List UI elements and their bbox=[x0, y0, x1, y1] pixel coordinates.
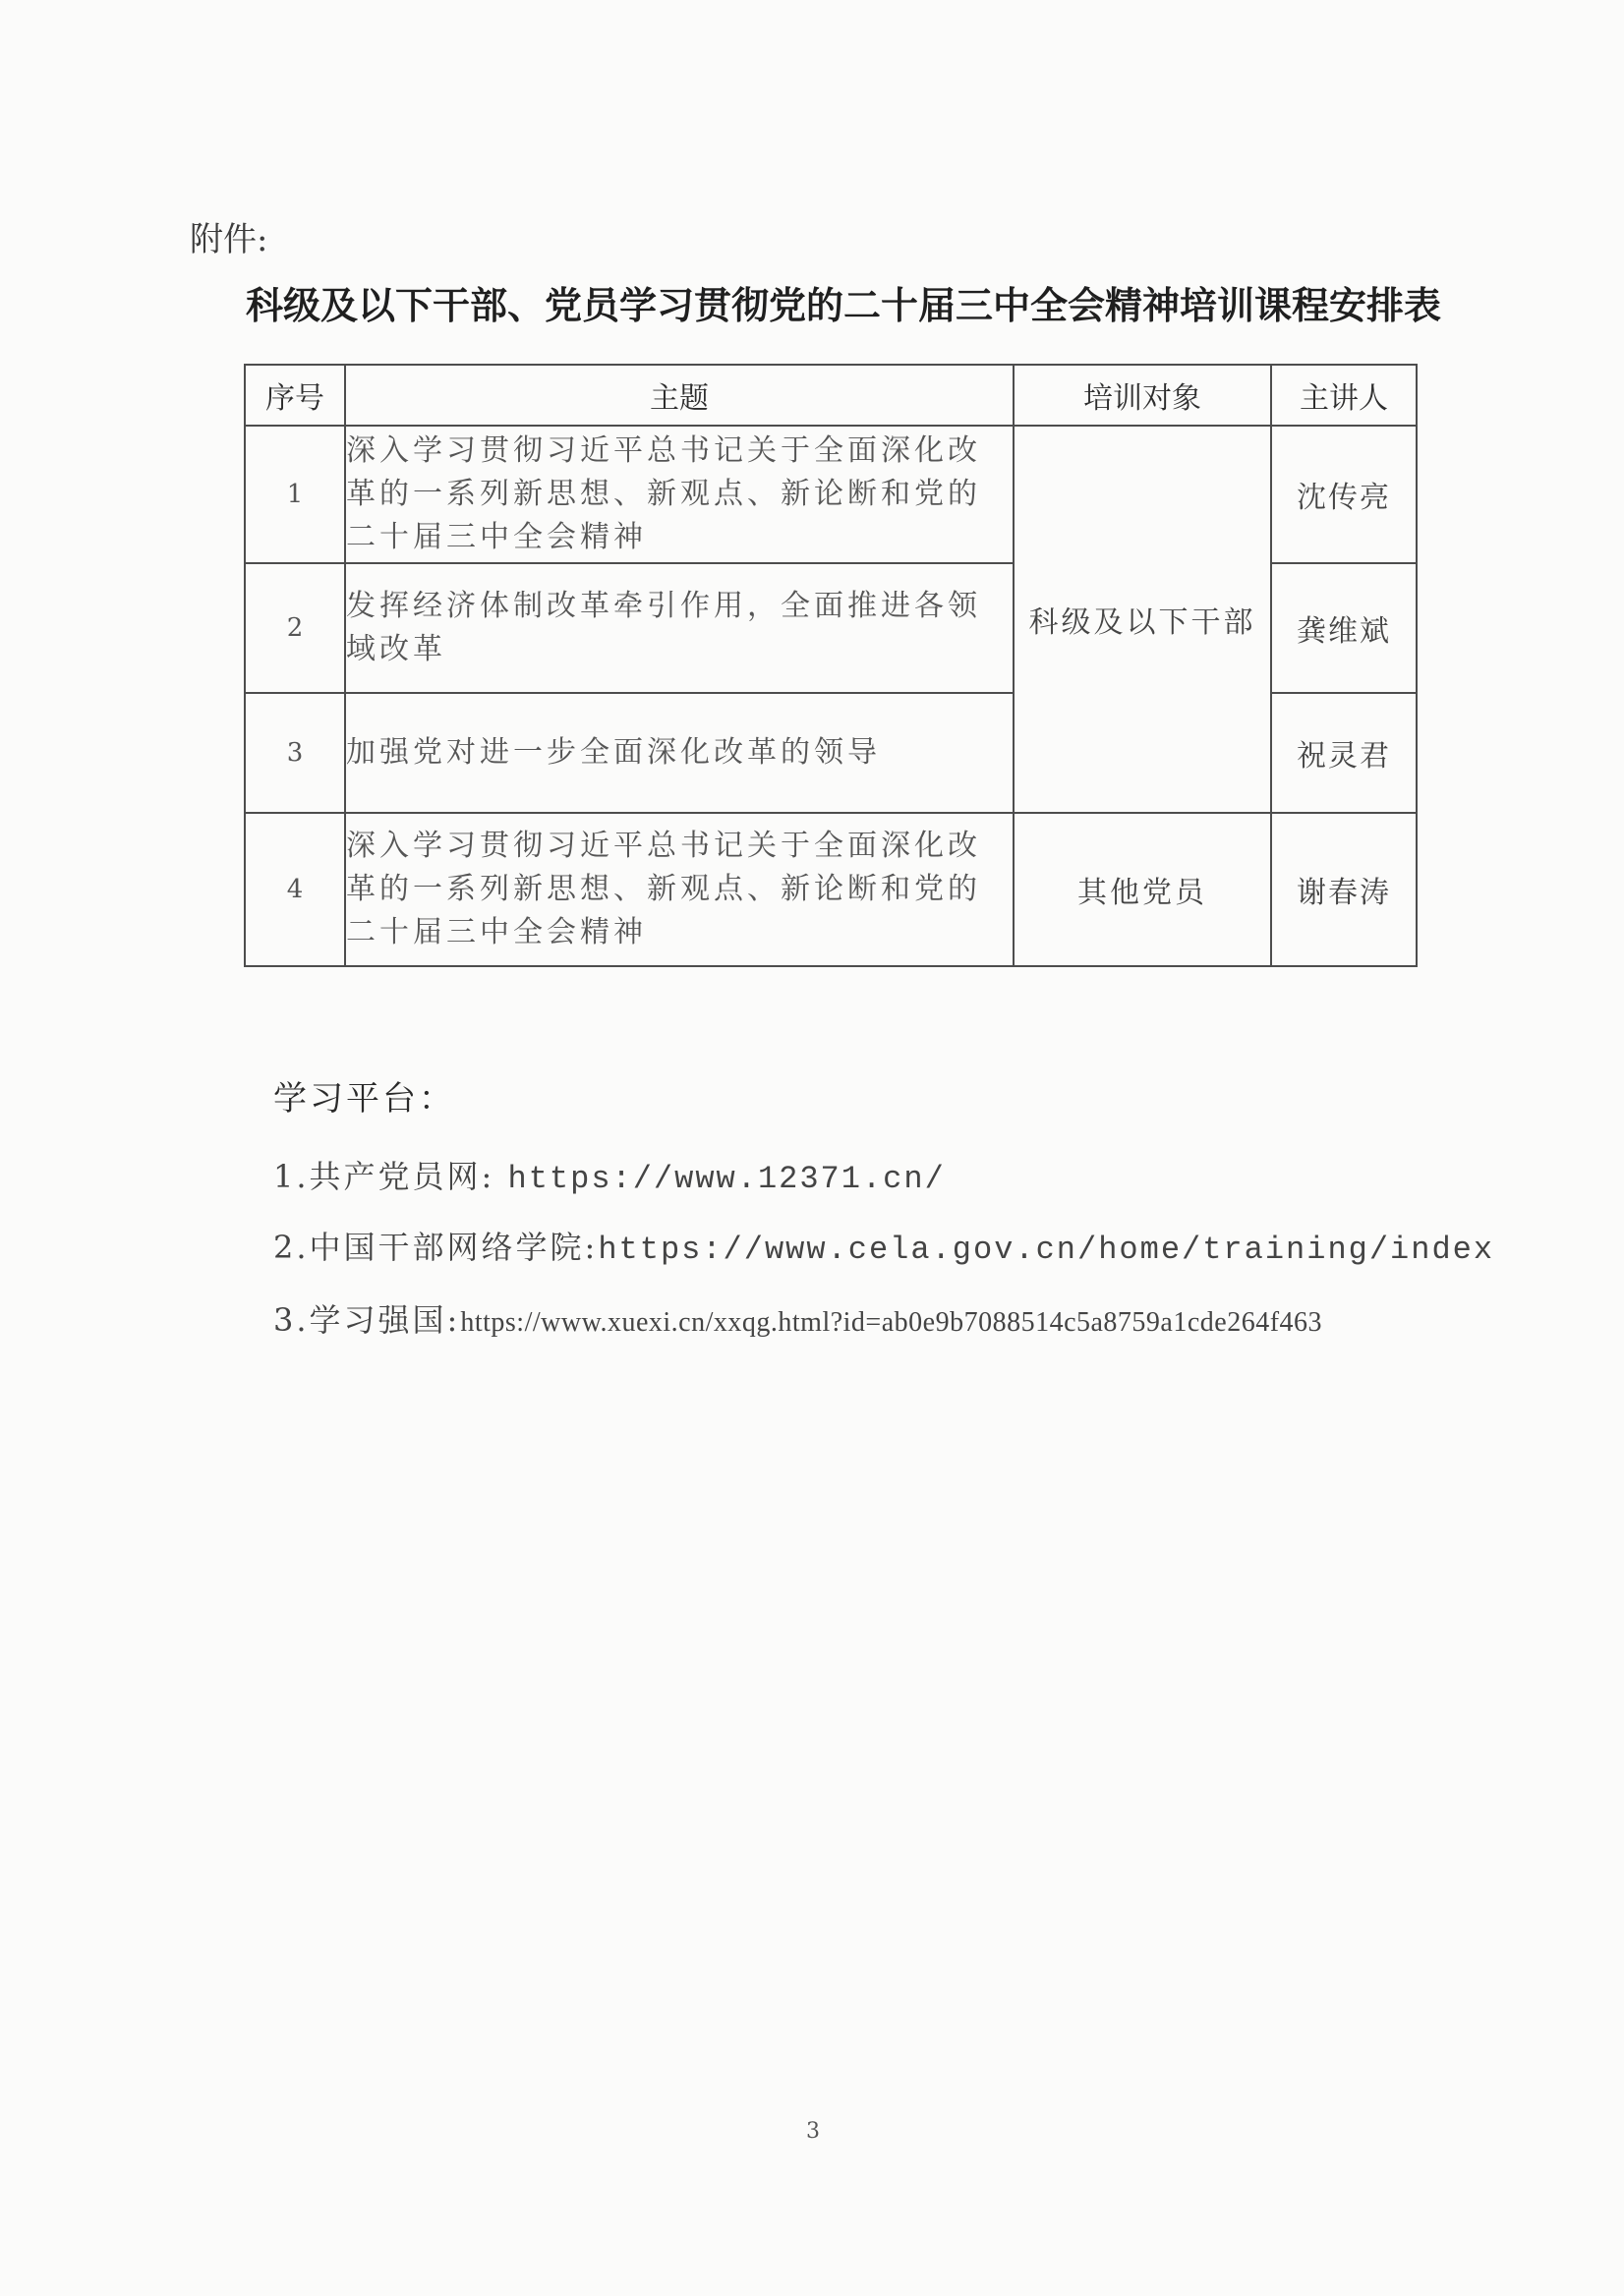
row-target: 其他党员 bbox=[1014, 813, 1271, 966]
row-number: 4 bbox=[245, 813, 345, 966]
table-header-row bbox=[245, 365, 1417, 426]
attachment-label: 附件: bbox=[190, 220, 268, 259]
header-target: 培训对象 bbox=[1014, 365, 1271, 426]
platform-label: 1.共产党员网: bbox=[273, 1158, 495, 1195]
platform-item bbox=[273, 1295, 1322, 1341]
page-number: 3 bbox=[806, 2119, 820, 2144]
row-speaker: 祝灵君 bbox=[1271, 693, 1417, 813]
row-number: 1 bbox=[245, 426, 345, 563]
row-topic: 深入学习贯彻习近平总书记关于全面深化改革的一系列新思想、新观点、新论断和党的二十届三中全会精神 bbox=[345, 426, 1014, 563]
header-speaker: 主讲人 bbox=[1271, 365, 1417, 426]
document-title: 科级及以下干部、党员学习贯彻党的二十届三中全会精神培训课程安排表 bbox=[246, 283, 1442, 327]
platform-label: 2.中国干部网络学院: bbox=[273, 1229, 599, 1266]
row-speaker: 龚维斌 bbox=[1271, 563, 1417, 693]
platform-url[interactable]: https://www.12371.cn/ bbox=[507, 1161, 946, 1197]
table-row bbox=[245, 426, 1417, 563]
row-topic: 加强党对进一步全面深化改革的领导 bbox=[345, 693, 1014, 813]
row-target: 科级及以下干部 bbox=[1014, 426, 1271, 813]
platform-label: 3.学习强国: bbox=[273, 1301, 461, 1339]
header-number: 序号 bbox=[245, 365, 345, 426]
row-topic: 深入学习贯彻习近平总书记关于全面深化改革的一系列新思想、新观点、新论断和党的二十届三中全会精神 bbox=[345, 813, 1014, 966]
platform-url[interactable]: https://www.cela.gov.cn/home/training/index bbox=[598, 1232, 1495, 1268]
platform-item bbox=[273, 1152, 946, 1197]
header-topic: 主题 bbox=[345, 365, 1014, 426]
row-speaker: 沈传亮 bbox=[1271, 426, 1417, 563]
platform-item bbox=[273, 1223, 1494, 1268]
row-number: 3 bbox=[245, 693, 345, 813]
row-speaker: 谢春涛 bbox=[1271, 813, 1417, 966]
course-schedule-table bbox=[244, 364, 1418, 967]
platform-url[interactable]: https://www.xuexi.cn/xxqg.html?id=ab0e9b7088514c5a8759a1cde264f463 bbox=[460, 1307, 1323, 1338]
row-topic: 发挥经济体制改革牵引作用，全面推进各领域改革 bbox=[345, 563, 1014, 693]
platforms-heading: 学习平台： bbox=[273, 1079, 455, 1119]
row-number: 2 bbox=[245, 563, 345, 693]
table-row bbox=[245, 813, 1417, 966]
